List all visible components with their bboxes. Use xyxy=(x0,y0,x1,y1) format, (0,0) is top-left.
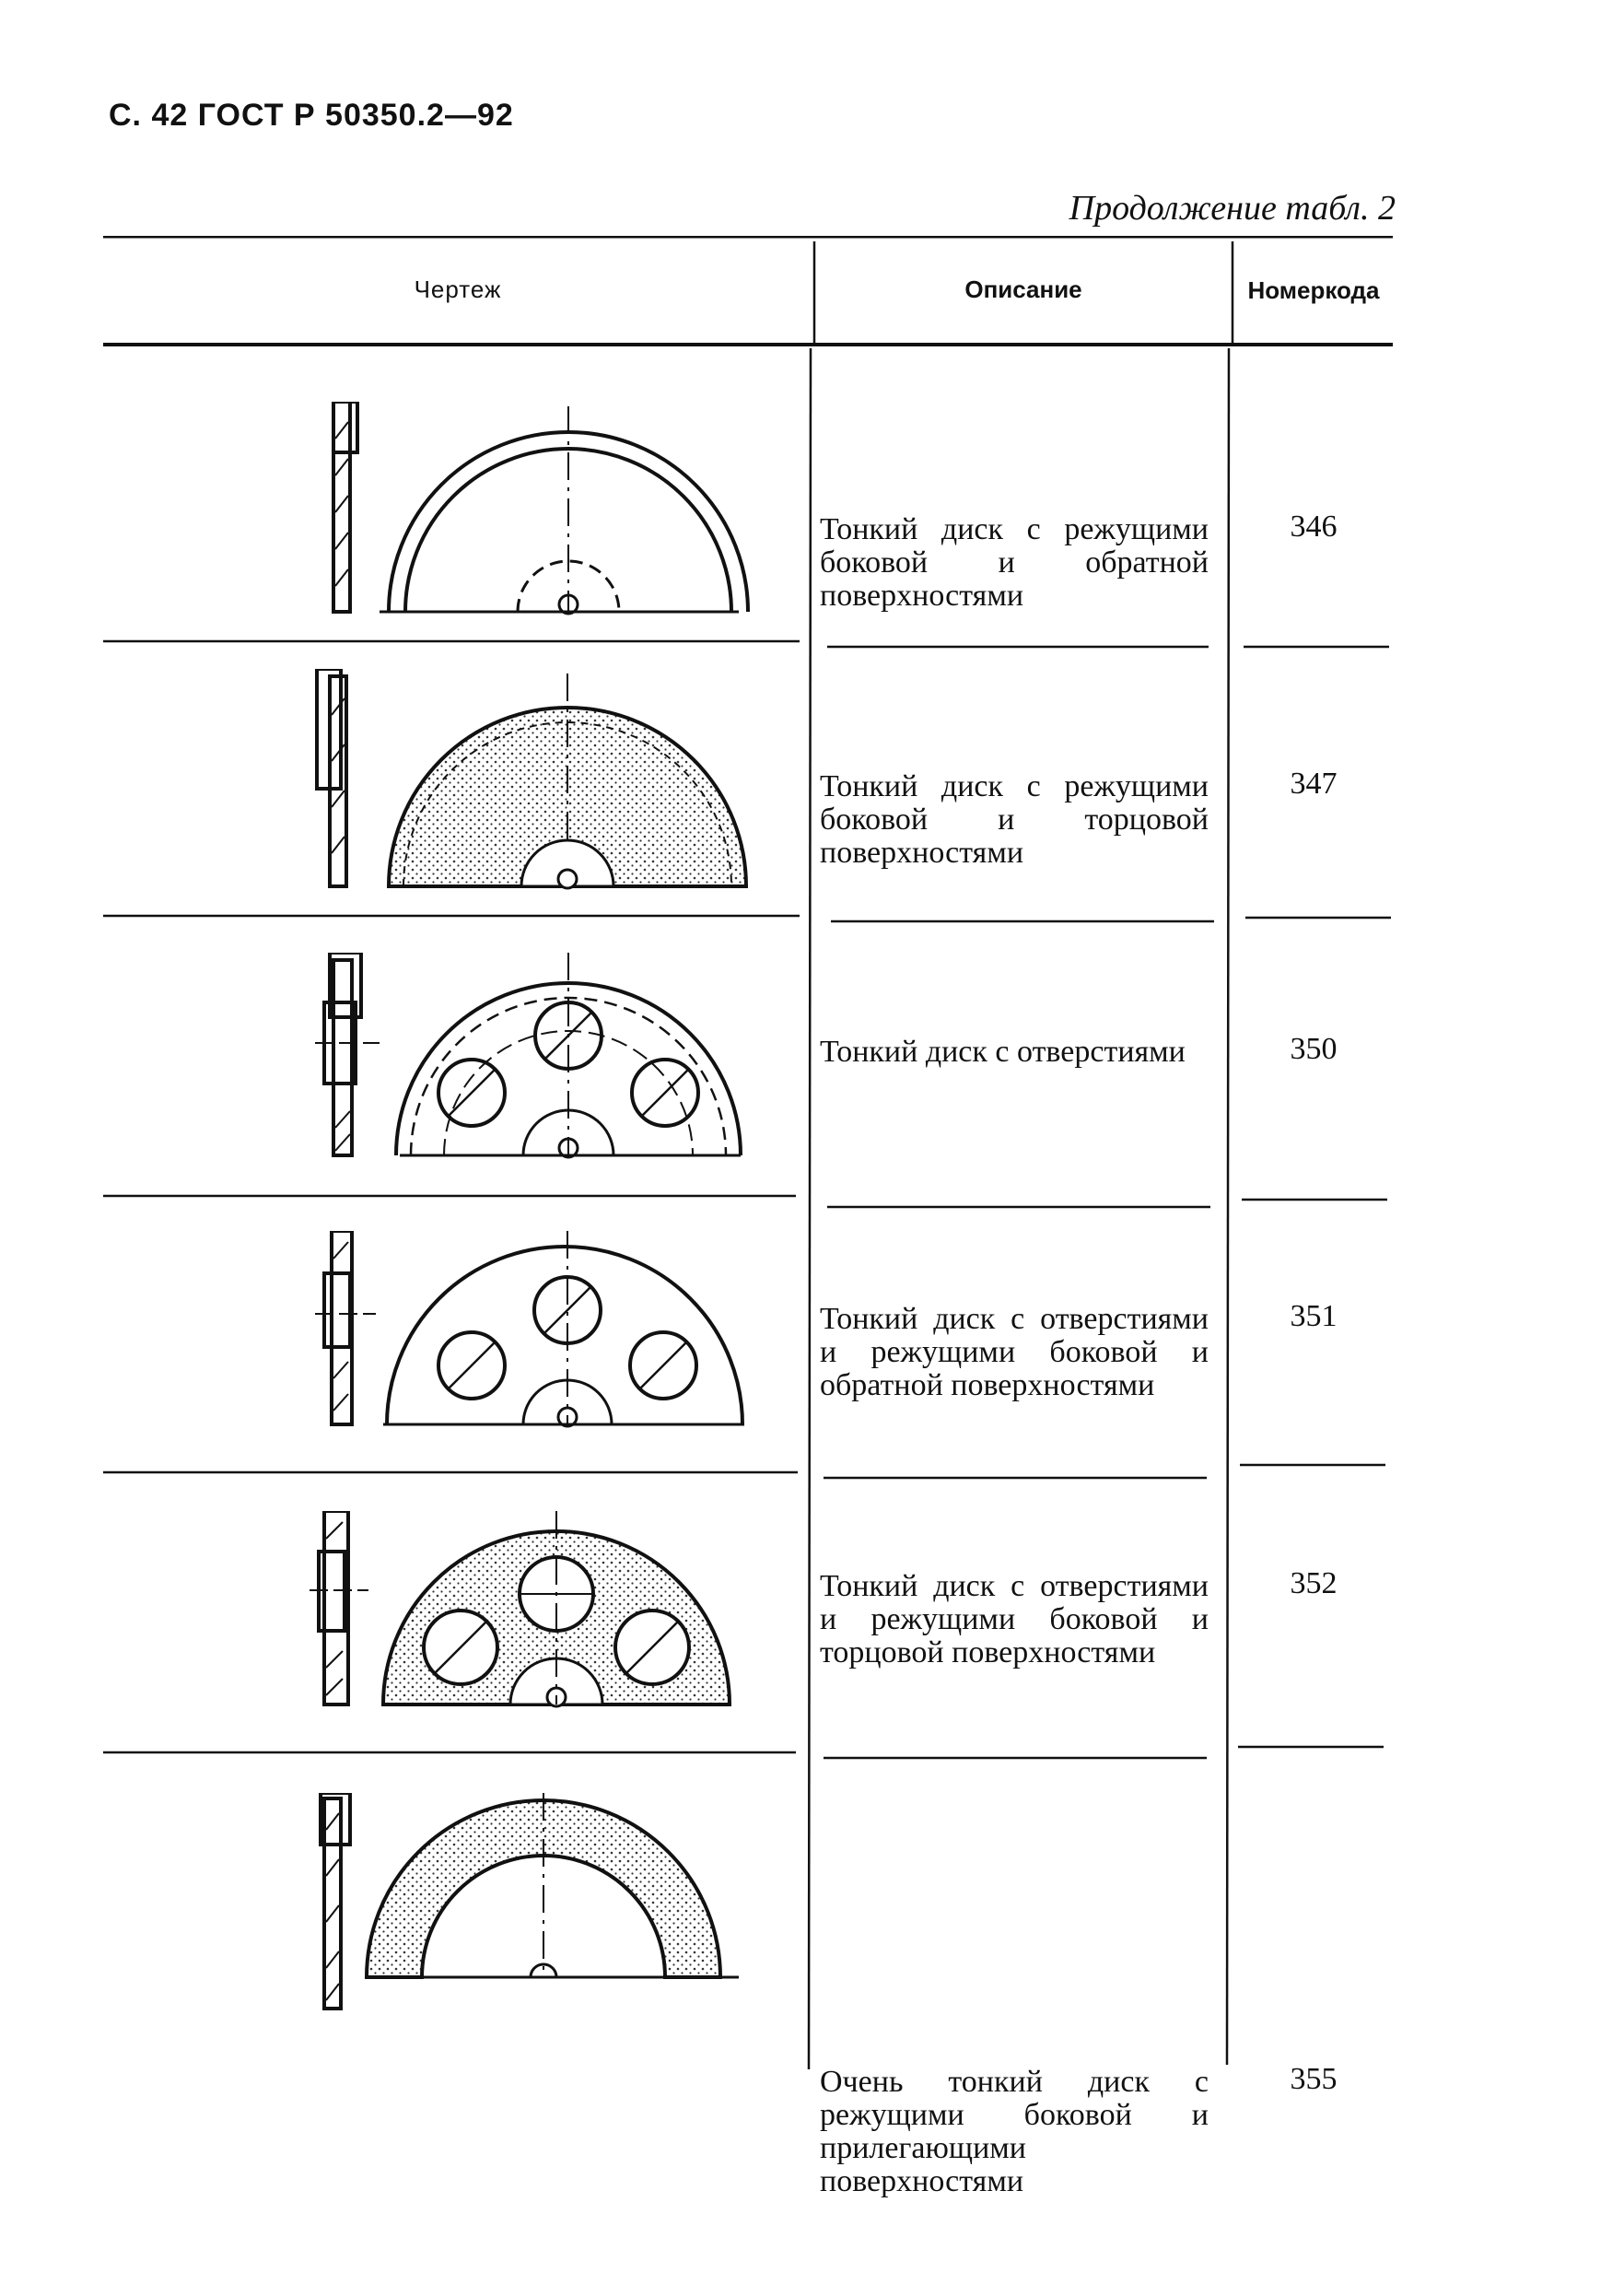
column-header-code xyxy=(1234,249,1393,332)
row-code: 346 xyxy=(1290,510,1338,544)
table-row xyxy=(103,669,1393,916)
disc-drawing-dotted-full xyxy=(195,669,766,908)
disc-drawing-holes-plain xyxy=(195,1231,766,1470)
disc-drawing-holes-dashed-rim xyxy=(195,953,766,1192)
row-description: Тонкий диск с режущими боковой и обратной поверхностями xyxy=(820,512,1209,613)
table-row xyxy=(103,402,1393,641)
row-description: Очень тонкий диск с режущими боковой и прилегающими поверхностями xyxy=(820,2065,1209,2198)
row-code: 350 xyxy=(1290,1032,1338,1066)
row-description: Тонкий диск с отверстиями и режущими боковой и торцовой поверхностями xyxy=(820,1569,1209,1669)
row-description: Тонкий диск с отверстиями xyxy=(820,1035,1186,1069)
column-header-description: Описание xyxy=(964,275,1082,303)
row-description: Тонкий диск с режущими боковой и торцовой поверхностями xyxy=(820,769,1209,870)
table-row xyxy=(103,1793,1393,2198)
row-code: 352 xyxy=(1290,1566,1338,1600)
table-row xyxy=(103,1231,1393,1472)
disc-drawing-dotted-ring xyxy=(195,1793,766,2032)
column-header-code-line2: кода xyxy=(1325,276,1380,304)
code-table xyxy=(103,236,1393,2198)
column-header-code-line1: Номер xyxy=(1247,276,1326,304)
standard-number: ГОСТ Р 50350.2—92 xyxy=(197,98,514,133)
row-code: 355 xyxy=(1290,2062,1338,2096)
disc-drawing-plain-rim xyxy=(195,402,766,641)
table-continuation-label: Продолжение табл. 2 xyxy=(1069,189,1396,228)
page-number: С. 42 xyxy=(109,98,189,133)
column-header-drawing: Чертеж xyxy=(414,275,502,303)
row-code: 347 xyxy=(1290,767,1338,801)
row-description: Тонкий диск с отверстиями и режущими боковой и обратной поверхностями xyxy=(820,1302,1209,1402)
page-header xyxy=(109,98,514,134)
table-row xyxy=(103,953,1393,1196)
table-row xyxy=(103,1511,1393,1752)
row-code: 351 xyxy=(1290,1299,1338,1333)
disc-drawing-holes-dotted xyxy=(195,1511,766,1751)
